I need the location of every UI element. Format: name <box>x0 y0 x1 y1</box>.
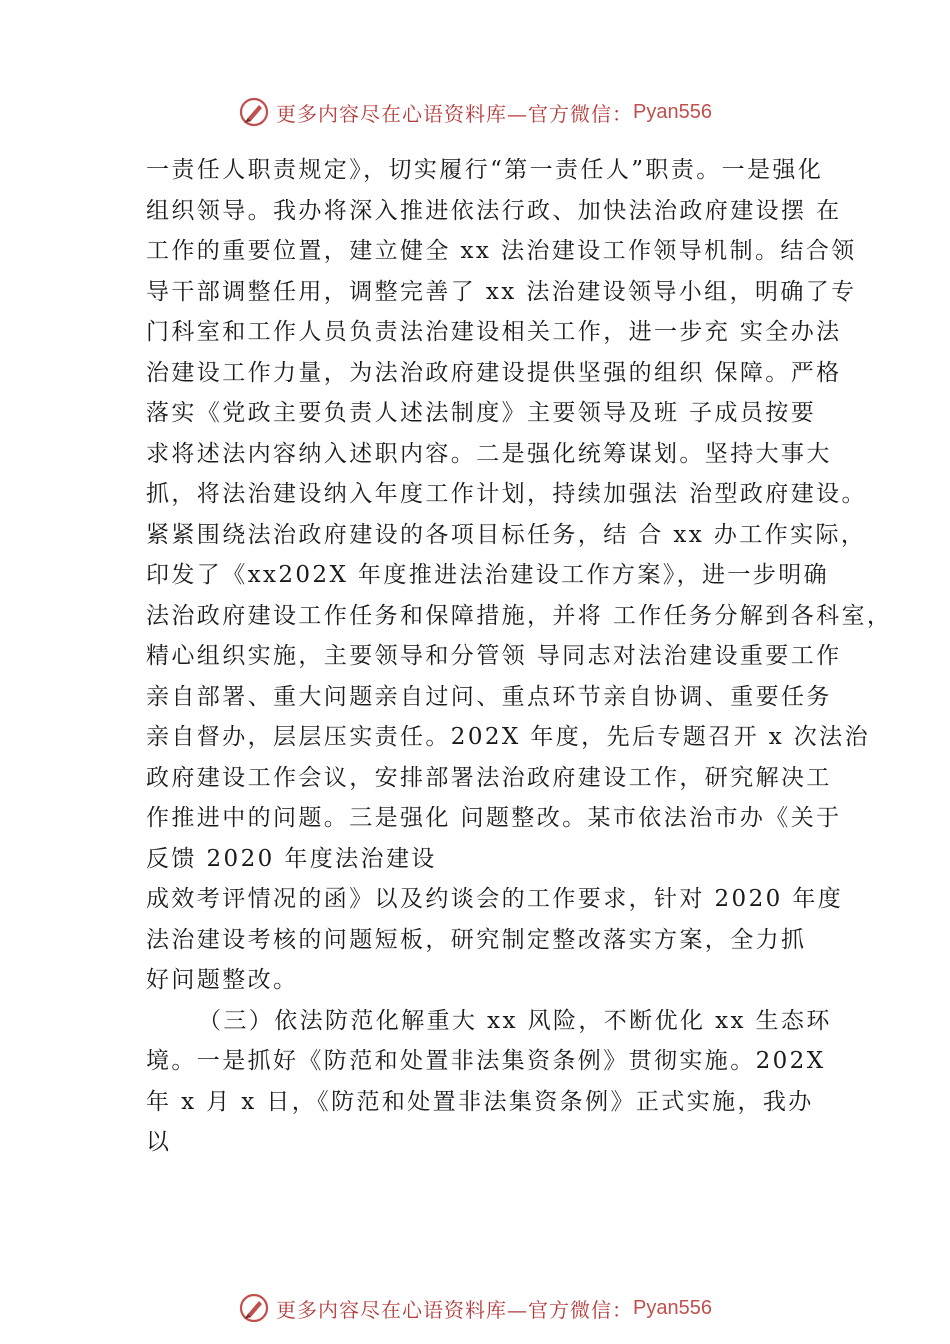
body-line: 法治政府建设工作任务和保障措施，并将 工作任务分解到各科室， <box>146 602 893 629</box>
body-line: 紧紧围绕法治政府建设的各项目标任务，结 合 xx 办工作实际， <box>146 521 867 548</box>
pen-and-circle-logo-icon <box>238 1292 270 1324</box>
body-line: 落实《党政主要负责人述法制度》主要领导及班 子成员按要 <box>146 400 817 426</box>
body-line: 法治建设考核的问题短板，研究制定整改落实方案，全力抓 <box>146 926 807 953</box>
body-line: 境。一是抓好《防范和处置非法集资条例》贯彻实施。202X <box>146 1048 826 1074</box>
body-line: 亲自部署、重大问题亲自过问、重点环节亲自协调、重要任务 <box>146 683 832 710</box>
body-line: 好问题整改。 <box>146 967 299 993</box>
body-line: 年 x 月 x 日，《防范和处置非法集资条例》正式实施，我办 <box>146 1088 814 1115</box>
body-line: 成效考评情况的函》以及约谈会的工作要求，针对 2020 年度 <box>146 886 844 912</box>
header-banner-wechat-id: Pyan556 <box>633 100 712 123</box>
body-line: 求将述法内容纳入述职内容。二是强化统筹谋划。坚持大事大 <box>146 440 832 467</box>
body-line: 作推进中的问题。三是强化 问题整改。某市依法治市办《关于 <box>146 805 842 831</box>
body-line: （三）依法防范化解重大 xx 风险，不断优化 xx 生态环 <box>198 1007 832 1034</box>
footer-banner-text: 更多内容尽在心语资料库—官方微信： <box>276 1297 634 1322</box>
body-line: 政府建设工作会议，安排部署法治政府建设工作，研究解决工 <box>146 764 832 791</box>
header-banner-text: 更多内容尽在心语资料库—官方微信： <box>276 101 634 126</box>
footer-banner <box>0 1288 950 1328</box>
header-banner <box>0 92 950 132</box>
body-line: 组织领导。我办将深入推进依法行政、加快法治政府建设摆 在 <box>146 197 842 224</box>
body-line: 工作的重要位置，建立健全 xx 法治建设工作领导机制。结合领 <box>146 238 857 264</box>
body-line: 导干部调整任用，调整完善了 xx 法治建设领导小组，明确了专 <box>146 278 857 305</box>
body-line: 精心组织实施，主要领导和分管领 导同志对法治建设重要工作 <box>146 643 842 669</box>
body-line: 亲自督办，层层压实责任。202X 年度，先后专题召开 x 次法治 <box>146 724 870 750</box>
footer-banner-wechat-id: Pyan556 <box>633 1296 712 1319</box>
body-line: 抓，将法治建设纳入年度工作计划，持续加强法 治型政府建设。 <box>146 481 867 507</box>
document-body <box>146 150 893 1163</box>
pen-and-circle-logo-icon <box>238 96 270 128</box>
body-line: 以 <box>146 1129 172 1155</box>
body-line: 一责任人职责规定》，切实履行“第一责任人”职责。一是强化 <box>146 157 824 183</box>
body-line: 门科室和工作人员负责法治建设相关工作，进一步充 实全办法 <box>146 319 842 345</box>
body-line: 反馈 2020 年度法治建设 <box>146 845 437 872</box>
body-line: 治建设工作力量，为法治政府建设提供坚强的组织 保障。严格 <box>146 359 842 386</box>
body-line: 印发了《xx202X 年度推进法治建设工作方案》，进一步明确 <box>146 562 830 588</box>
